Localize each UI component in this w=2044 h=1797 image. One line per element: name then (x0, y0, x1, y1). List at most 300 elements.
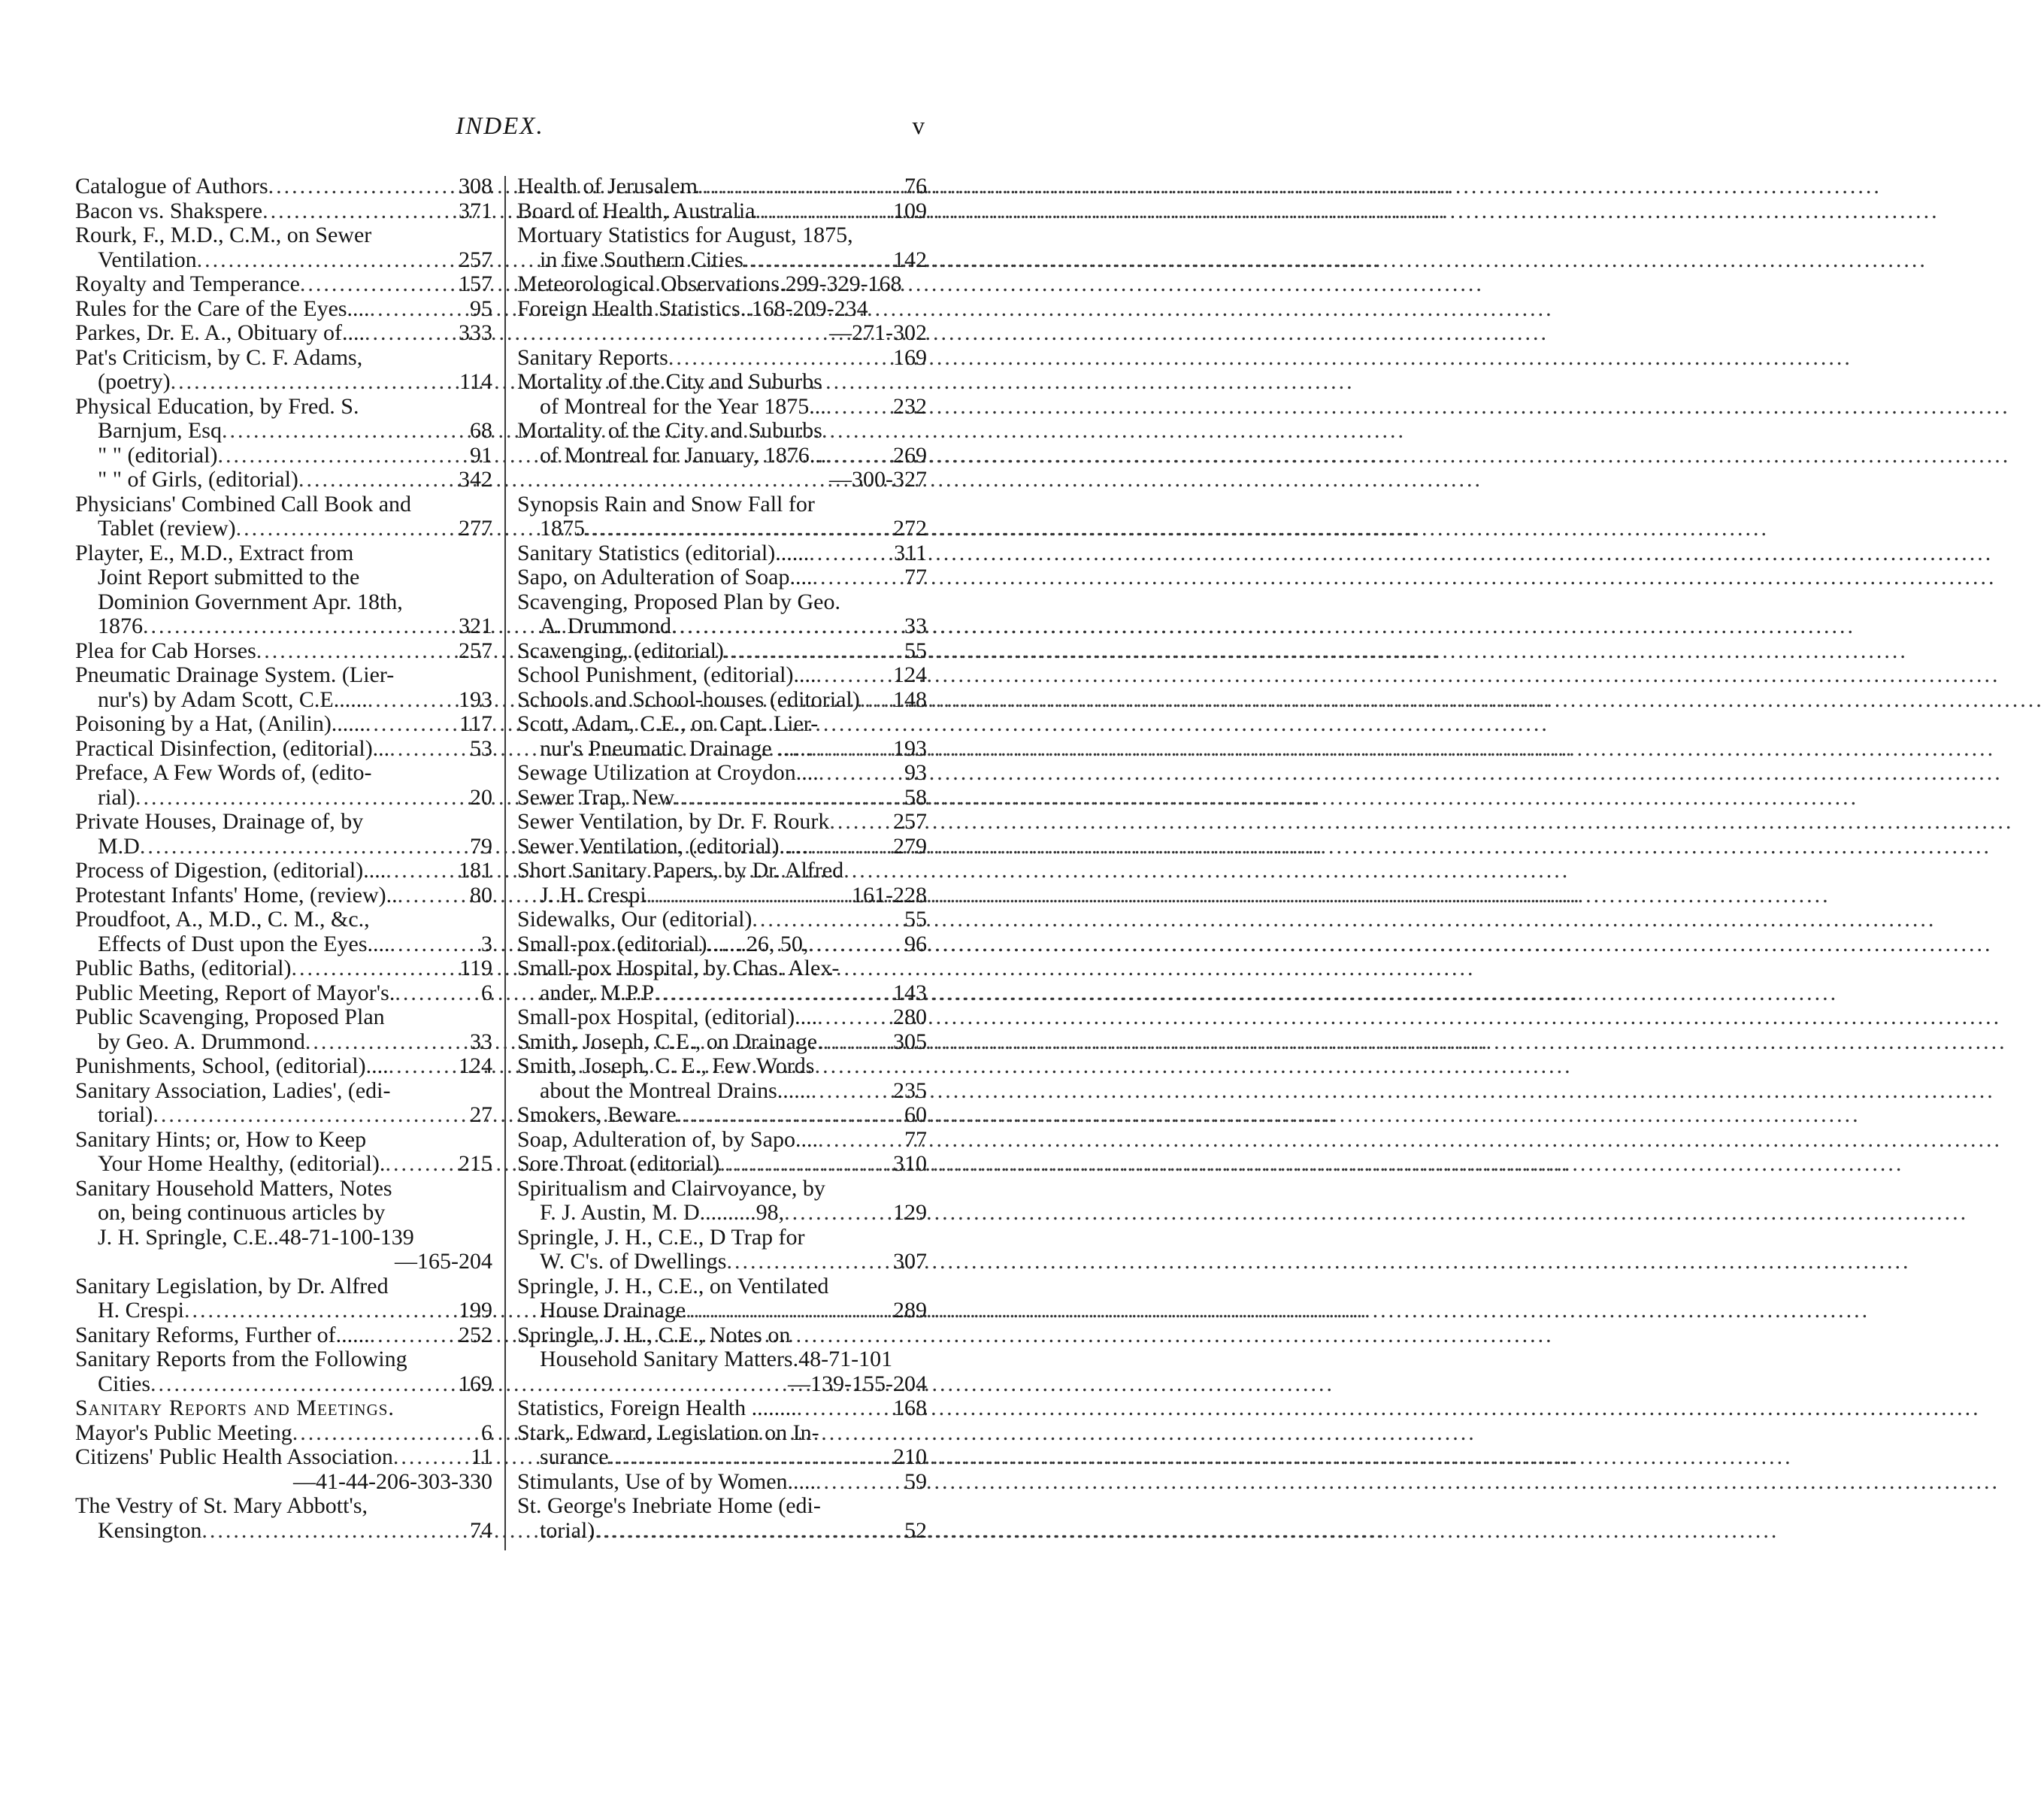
index-entry (517, 614, 927, 639)
index-entry (75, 517, 492, 541)
index-entry-page: 20 (470, 784, 492, 810)
index-entry (75, 1396, 492, 1421)
index-entry (75, 663, 492, 688)
index-entry-page: 257 (459, 638, 492, 663)
index-entry-text: Sapo, on Adulteration of Soap.... (517, 565, 813, 589)
index-entry-text: Household Sanitary Matters.48-71-101 (540, 1347, 893, 1371)
index-entry-text: Sanitary Hints; or, How to Keep (75, 1126, 367, 1152)
dot-leader (143, 614, 456, 639)
index-entry (517, 1299, 927, 1323)
index-entry-page: 33 (470, 1029, 492, 1054)
index-entry-text: Sanitary Association, Ladies', (edi- (75, 1077, 391, 1103)
index-entry (517, 883, 927, 908)
dot-leader (823, 1030, 890, 1055)
index-entry (75, 1079, 492, 1104)
index-entry-text: Stark, Edward, Legislation on In- (517, 1420, 819, 1445)
index-entry-text: Mortality of the City and Suburbs (517, 369, 822, 394)
dot-leader (395, 981, 478, 1006)
index-entry (517, 932, 927, 957)
index-entry-text: H. Crespi (98, 1298, 184, 1323)
index-entry-page: —165-204 (395, 1249, 492, 1274)
index-entry-text: Tablet (review) (98, 516, 236, 541)
index-entry-page: 257 (459, 247, 492, 272)
index-entry (75, 932, 492, 957)
index-entry-page: 55 (904, 638, 927, 663)
index-entry (75, 248, 492, 273)
index-entry-text: ander, M.P.P (540, 980, 655, 1005)
index-entry-text: Soap, Adulteration of, by Sapo.... (517, 1126, 818, 1152)
index-entry (517, 444, 927, 468)
index-entry-page: 119 (459, 956, 492, 980)
index-entry (75, 688, 492, 713)
index-entry-text: " " (editorial) (98, 442, 218, 468)
dot-leader (184, 1299, 456, 1323)
dot-leader (817, 1005, 890, 1030)
dot-leader (719, 1152, 890, 1177)
index-entry-text: Foreign Health Statistics..168-209-234 (517, 295, 868, 321)
index-entry (517, 663, 927, 688)
index-entry (517, 786, 927, 811)
dot-leader (826, 395, 890, 420)
index-entry-page: 109 (893, 198, 927, 223)
index-entry (517, 688, 927, 713)
index-entry-text: Citizens' Public Health Association (75, 1444, 393, 1469)
index-entry (75, 1128, 492, 1153)
index-entry (517, 1079, 927, 1104)
index-entry (75, 761, 492, 786)
index-entry (517, 1103, 927, 1128)
index-entry-text: Synopsis Rain and Snow Fall for (517, 491, 815, 517)
index-entry (75, 859, 492, 883)
index-entry-text: Plea for Cab Horses (75, 638, 256, 663)
index-entry-text: Sanitary Reports from the Following (75, 1347, 407, 1371)
index-entry-page: 55 (904, 907, 927, 932)
index-entry-text: Sewer Trap, New (517, 784, 675, 810)
index-entry-page: 311 (894, 540, 927, 565)
index-entry-page: 310 (893, 1151, 927, 1176)
index-entry-text: nur's) by Adam Scott, C.E...... (98, 686, 368, 712)
index-entry (517, 1445, 927, 1470)
index-entry-page: 371 (459, 198, 492, 223)
dot-leader (197, 248, 456, 273)
index-entry (517, 565, 927, 590)
index-entry (75, 492, 492, 517)
index-entry (517, 492, 927, 517)
dot-leader (811, 1079, 890, 1104)
index-entry-page: 117 (459, 711, 492, 736)
index-entry-page: 289 (893, 1298, 927, 1323)
dot-leader (201, 1519, 467, 1544)
index-entry-text: School Punishment, (editorial).... (517, 662, 816, 687)
index-entry-page: 181 (459, 858, 492, 883)
index-entry (75, 1103, 492, 1128)
index-entry-text: Smokers, Beware (517, 1102, 677, 1127)
dot-leader (262, 199, 456, 224)
dot-leader (698, 174, 901, 199)
dot-leader (647, 883, 849, 908)
index-entry (75, 1005, 492, 1030)
index-entry (75, 1347, 492, 1372)
dot-leader (393, 1445, 468, 1470)
index-entry-text: Proudfoot, A., M.D., C. M., &c., (75, 907, 370, 932)
index-entry-text: Short Sanitary Papers, by Dr. Alfred (517, 858, 844, 883)
index-entry-page: —271-302 (829, 320, 927, 345)
index-entry-page: 79 (470, 833, 492, 859)
index-entry-text: Barnjum, Esq (98, 418, 222, 443)
index-entry-text: Effects of Dust upon the Eyes.... (98, 931, 390, 956)
index-entry-page: 76 (904, 174, 927, 198)
index-entry-page: —300-327 (829, 467, 927, 492)
index-entry-page: 272 (893, 516, 927, 541)
index-entry-page: 6 (481, 1420, 492, 1445)
dot-leader (153, 1103, 467, 1128)
dot-leader (860, 688, 890, 713)
dot-leader (674, 786, 901, 811)
index-entry-page: 3 (481, 931, 492, 956)
dot-leader (365, 712, 456, 737)
index-entry-page: 232 (893, 393, 927, 419)
index-entry-text: nur's Pneumatic Drainage ...... (540, 735, 812, 761)
dot-leader (809, 541, 891, 566)
index-entry-page: 77 (904, 565, 927, 589)
index-entry (517, 1470, 927, 1495)
dot-leader (370, 1323, 456, 1348)
index-entry (517, 908, 927, 932)
dot-leader (385, 1152, 456, 1177)
dot-leader (370, 297, 467, 322)
index-entry-page: 342 (459, 467, 492, 492)
index-entry-page: 58 (904, 784, 927, 810)
index-entry (75, 1274, 492, 1299)
index-entry-text: Public Meeting, Report of Mayor's. (75, 980, 395, 1005)
index-column-right (517, 174, 927, 1543)
index-entry (517, 1347, 927, 1372)
index-entry-page: 308 (459, 174, 492, 198)
index-entry-page: 27 (470, 1102, 492, 1127)
index-entry (75, 1152, 492, 1177)
index-entry-text: Preface, A Few Words of, (edito- (75, 760, 372, 785)
index-entry (517, 199, 927, 224)
index-entry-text: J. H. Crespi (540, 882, 647, 908)
index-entry-text: Pat's Criticism, by C. F. Adams, (75, 344, 363, 370)
index-entry-page: 77 (904, 1126, 927, 1152)
index-entry (75, 1323, 492, 1348)
index-entry-text: Sanitary Reforms, Further of...... (75, 1322, 370, 1347)
index-entry (75, 1372, 492, 1397)
index-entry-text: rial) (98, 784, 135, 810)
index-entry-page: 59 (904, 1468, 927, 1494)
index-entry-text: House Drainage (540, 1298, 686, 1323)
dot-leader (171, 370, 456, 395)
index-entry (517, 1201, 927, 1226)
index-entry (517, 981, 927, 1006)
index-entry (517, 737, 927, 762)
index-entry (75, 1250, 492, 1274)
index-entry (75, 835, 492, 859)
index-entry-page: 129 (893, 1200, 927, 1225)
index-entry-text: Springle, J. H., C.E., Notes on (517, 1322, 791, 1347)
dot-leader (222, 419, 467, 444)
index-entry-text: " " of Girls, (editorial) (98, 467, 298, 492)
index-entry (75, 1494, 492, 1519)
dot-leader (389, 737, 467, 762)
index-entry-page: 279 (893, 833, 927, 859)
index-entry-page: 95 (470, 295, 492, 321)
index-entry-text: Sore Throat (editorial) (517, 1151, 720, 1176)
index-entry-page: 96 (904, 931, 927, 956)
index-entry (517, 590, 927, 615)
index-entry (517, 174, 927, 199)
index-entry-page: 6 (481, 980, 492, 1005)
index-entry-text: Protestant Infants' Home, (review).. (75, 882, 398, 908)
dot-leader (609, 1445, 890, 1470)
index-entry (75, 321, 492, 346)
index-entry-text: Ventilation (98, 247, 197, 272)
index-entry-text: Joint Report submitted to the (98, 565, 360, 589)
index-entry (75, 174, 492, 199)
dot-leader (368, 688, 456, 713)
index-entry-page: 193 (893, 735, 927, 761)
index-entry (517, 1421, 927, 1446)
index-entry-text: Your Home Healthy, (editorial). (98, 1151, 386, 1176)
index-entry-text: Dominion Government Apr. 18th, (98, 589, 403, 614)
index-entry (517, 810, 927, 835)
index-entry-text: torial) (98, 1102, 153, 1127)
dot-leader (217, 444, 467, 468)
index-entry (517, 517, 927, 541)
page-number: v (912, 113, 925, 140)
index-entry-page: 60 (904, 1102, 927, 1127)
dot-leader (677, 1103, 901, 1128)
index-entry-text: St. George's Inebriate Home (edi- (517, 1493, 821, 1518)
index-entry-text: Rourk, F., M.D., C.M., on Sewer (75, 223, 372, 247)
dot-leader (389, 1054, 456, 1079)
dot-leader (585, 517, 890, 541)
index-entry-text: Pneumatic Drainage System. (Lier- (75, 662, 395, 687)
index-entry-text: Physicians' Combined Call Book and (75, 491, 412, 517)
index-entry-text: Rules for the Care of the Eyes.... (75, 295, 370, 321)
index-entry-text: surance (540, 1444, 609, 1469)
index-entry-page: 168 (893, 1395, 927, 1420)
index-entry (517, 1030, 927, 1055)
index-entry-text: Public Baths, (editorial) (75, 956, 292, 980)
column-divider (504, 176, 506, 1550)
dot-leader (386, 859, 456, 883)
index-entry (517, 1372, 927, 1397)
dot-leader (671, 614, 901, 639)
index-column-left (75, 174, 492, 1543)
index-entry (517, 223, 927, 248)
index-entry-text: J. H. Springle, C.E..48-71-100-139 (98, 1224, 414, 1250)
index-entry-text: in five Southern Cities (540, 247, 743, 272)
index-entry (517, 639, 927, 664)
dot-leader (743, 248, 890, 273)
index-entry-page: 307 (893, 1249, 927, 1274)
index-entry-text: of Montreal for January, 1876... (540, 442, 827, 468)
index-entry-text: Process of Digestion, (editorial).... (75, 858, 386, 883)
index-entry-text: Physical Education, by Fred. S. (75, 393, 359, 419)
index-entry-text: Sanitary Statistics (editorial)...... (517, 540, 810, 565)
index-entry (75, 712, 492, 737)
index-entry (75, 956, 492, 981)
dot-leader (812, 565, 901, 590)
dot-leader (811, 737, 890, 762)
dot-leader (807, 835, 890, 859)
index-entry (75, 639, 492, 664)
index-entry-text: Private Houses, Drainage of, by (75, 809, 364, 834)
index-entry-text: Practical Disinfection, (editorial)... (75, 735, 390, 761)
index-entry (517, 346, 927, 371)
index-entry-page: 321 (459, 614, 492, 638)
index-entry-text: torial) (540, 1517, 595, 1543)
index-entry (517, 541, 927, 566)
index-entry (517, 468, 927, 492)
index-entry-text: Mayor's Public Meeting (75, 1420, 292, 1445)
index-entry-text: Stimulants, Use of by Women..... (517, 1468, 816, 1494)
index-entry-text: Smith, Joseph, C.E., on Drainage. (517, 1029, 823, 1054)
index-entry-text: 1875 (540, 516, 585, 541)
index-entry (517, 419, 927, 444)
index-entry-text: Scott, Adam, C.E., on Capt. Lier- (517, 711, 819, 736)
index-entry (75, 1054, 492, 1079)
index-entry (75, 883, 492, 908)
dot-leader (686, 1299, 890, 1323)
index-entry (517, 1323, 927, 1348)
index-entry (517, 956, 927, 981)
index-entry-page: 148 (893, 686, 927, 712)
index-entry-text: Springle, J. H., C.E., D Trap for (517, 1224, 805, 1250)
index-entry-page: 210 (893, 1444, 927, 1469)
dot-leader (268, 174, 456, 199)
index-entry-text: Scavenging, (editorial) (517, 638, 724, 663)
index-entry (517, 321, 927, 346)
index-entry-text: Statistics, Foreign Health ........ (517, 1395, 797, 1420)
index-entry-text: Poisoning by a Hat, (Anilin)...... (75, 711, 365, 736)
dot-leader (668, 346, 890, 371)
index-entry-text: A. Drummond (540, 614, 671, 638)
dot-leader (726, 1250, 890, 1274)
index-entry (75, 565, 492, 590)
index-entry (75, 395, 492, 420)
index-entry (75, 297, 492, 322)
index-entry-text: Mortality of the City and Suburbs (517, 418, 822, 443)
index-entry (75, 444, 492, 468)
index-entry-text: Sanitary Household Matters, Notes (75, 1175, 392, 1201)
index-entry (517, 1250, 927, 1274)
index-entry (75, 981, 492, 1006)
dot-leader (826, 444, 890, 468)
index-entry (517, 1519, 927, 1544)
index-entry (75, 1201, 492, 1226)
index-entry-text: Playter, E., M.D., Extract from (75, 540, 354, 565)
index-entry-text: The Vestry of St. Mary Abbott's, (75, 1493, 368, 1518)
index-entry-text: Small-pox Hospital, by Chas. Alex- (517, 956, 840, 980)
index-entry (517, 1396, 927, 1421)
index-entry (75, 810, 492, 835)
dot-leader (150, 1372, 456, 1397)
dot-leader (752, 908, 901, 932)
index-entry-text: Health of Jerusalem (517, 174, 698, 198)
index-entry-page: 257 (893, 809, 927, 834)
index-entry-text: Public Scavenging, Proposed Plan (75, 1005, 385, 1029)
index-entry-text: by Geo. A. Drummond (98, 1029, 305, 1054)
index-entry (75, 1177, 492, 1202)
index-entry (75, 1030, 492, 1055)
index-entry-text: of Montreal for the Year 1875... (540, 393, 826, 419)
index-entry (75, 199, 492, 224)
index-entry (75, 737, 492, 762)
index-entry-page: 114 (459, 369, 492, 394)
index-entry-text: Sidewalks, Our (editorial) (517, 907, 752, 932)
index-entry (75, 541, 492, 566)
dot-leader (756, 199, 890, 224)
index-entry (517, 248, 927, 273)
index-entry-text: Small-pox Hospital, (editorial).... (517, 1005, 818, 1029)
index-entry-text: Bacon vs. Shakspere (75, 198, 263, 223)
index-entry (517, 1274, 927, 1299)
dot-leader (818, 1128, 901, 1153)
index-entry (75, 370, 492, 395)
index-entry-page: 68 (470, 418, 492, 443)
dot-leader (819, 761, 901, 786)
index-entry-page: 157 (459, 271, 492, 296)
index-entry (75, 590, 492, 615)
index-entry-page: 124 (459, 1053, 492, 1078)
index-entry-text: Schools and School-houses (editorial) (517, 686, 860, 712)
index-entry-text: Sanitary Reports and Meetings. (75, 1395, 395, 1420)
dot-leader (365, 321, 456, 346)
dot-leader (816, 1470, 901, 1495)
index-entry (517, 272, 927, 297)
index-entry-page: 169 (459, 1371, 492, 1396)
index-entry-text: M.D (98, 833, 140, 859)
index-entry-page: 252 (459, 1322, 492, 1347)
index-entry (75, 1421, 492, 1446)
index-entry-page: 269 (893, 442, 927, 468)
index-entry-text: Parkes, Dr. E. A., Obituary of.... (75, 320, 365, 345)
index-entry-page: —41-44-206-303-330 (293, 1468, 492, 1494)
page-header (75, 113, 925, 147)
index-entry-text: W. C's. of Dwellings (540, 1249, 727, 1274)
index-entry-page: 333 (459, 320, 492, 345)
index-entry-text: Punishments, School, (editorial).... (75, 1053, 389, 1078)
index-entry-text: Sanitary Legislation, by Dr. Alfred (75, 1273, 389, 1299)
index-entry (517, 1494, 927, 1519)
index-entry-page: 80 (470, 882, 492, 908)
index-entry (75, 223, 492, 248)
index-entry (517, 1005, 927, 1030)
dot-leader (140, 835, 467, 859)
index-entry-page: 161-228 (852, 882, 927, 908)
index-entry (517, 859, 927, 883)
dot-leader (784, 1201, 890, 1226)
dot-leader (256, 639, 456, 664)
index-entry (75, 1445, 492, 1470)
index-entry-text: Sanitary Reports (517, 344, 668, 370)
dot-leader (829, 810, 890, 835)
index-entry (517, 370, 927, 395)
index-entry-text: Mortuary Statistics for August, 1875, (517, 223, 853, 247)
index-entry (517, 835, 927, 859)
index-entry (517, 395, 927, 420)
index-entry-page: 277 (459, 516, 492, 541)
dot-leader (724, 639, 901, 664)
dot-leader (305, 1030, 467, 1055)
index-entry-text: F. J. Austin, M. D..........98, (540, 1200, 785, 1225)
index-entry-page: 235 (893, 1077, 927, 1103)
index-entry-page: 169 (893, 344, 927, 370)
dot-leader (808, 932, 901, 957)
